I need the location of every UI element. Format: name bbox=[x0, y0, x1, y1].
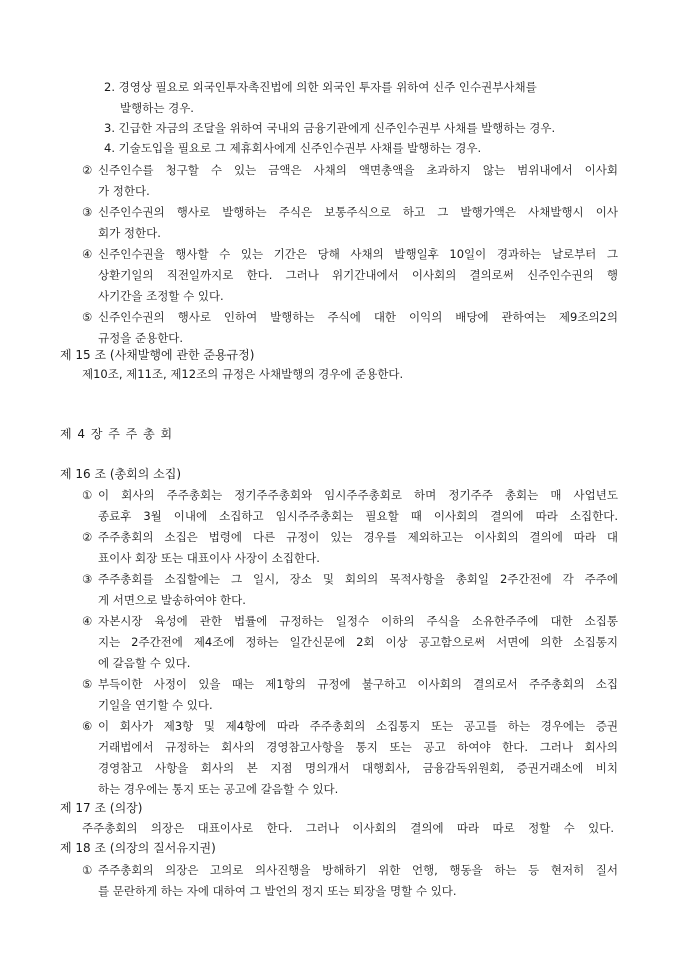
text-line: 게 서면으로 발송하여야 한다. bbox=[98, 593, 246, 607]
text-line: 2. 경영상 필요로 외국인투자촉진법에 의한 외국인 투자를 위하여 신주 인수권부사채를 bbox=[104, 80, 537, 94]
text-line: 경영참고 사항을 회사의 본 지점 명의개서 대행회사, 금융감독위원회, 증권거래소에 비치 bbox=[98, 761, 618, 775]
text-line: 주주총회의 의장은 대표이사로 한다. 그러나 이사회의 결의에 따라 따로 정할 수 있다. bbox=[82, 821, 614, 835]
text-line: 신주인수권의 행사로 인하여 발행하는 주식에 대한 이익의 배당에 관하여는 제9조의2의 bbox=[98, 310, 618, 324]
clause-marker: ① bbox=[82, 488, 93, 502]
text-line: 부득이한 사정이 있을 때는 제1항의 규정에 불구하고 이사회의 결의로서 주주총회의 소집 bbox=[98, 677, 618, 691]
text-line: 지는 2주간전에 제4조에 정하는 일간신문에 2회 이상 공고함으로써 서면에 의한 소집통지 bbox=[98, 635, 618, 649]
text-line: 상환기일의 직전일까지로 한다. 그러나 위기간내에서 이사회의 결의로써 신주인수권의 행 bbox=[98, 268, 618, 282]
clause-marker: ③ bbox=[82, 572, 93, 586]
clause-marker: ④ bbox=[82, 614, 93, 628]
clause-marker: ⑤ bbox=[82, 310, 93, 324]
text-line: 규정을 준용한다. bbox=[98, 331, 184, 345]
text-line: 거래법에서 규정하는 회사의 경영참고사항을 통지 또는 공고 하여야 한다. 그러나 회사의 bbox=[98, 740, 618, 754]
article-heading: 제 16 조 (총회의 소집) bbox=[60, 467, 182, 481]
text-line: 4. 기술도입을 필요로 그 제휴회사에게 신주인수권부 사채를 발행하는 경우. bbox=[104, 141, 482, 155]
text-line: 제10조, 제11조, 제12조의 규정은 사채발행의 경우에 준용한다. bbox=[82, 367, 404, 381]
clause-marker: ④ bbox=[82, 247, 93, 261]
chapter-heading: 제 4 장 주 주 총 회 bbox=[60, 427, 174, 441]
text-line: 표이사 회장 또는 대표이사 사장이 소집한다. bbox=[98, 551, 320, 565]
text-line: 기일을 연기할 수 있다. bbox=[98, 698, 213, 712]
text-line: 회가 정한다. bbox=[98, 226, 161, 240]
text-line: 를 문란하게 하는 자에 대하여 그 발언의 정지 또는 퇴장을 명할 수 있다. bbox=[98, 884, 457, 898]
text-line: 발행하는 경우. bbox=[120, 101, 194, 115]
text-line: 3. 긴급한 자금의 조달을 위하여 국내외 금융기관에게 신주인수권부 사채를 발행하는 경우. bbox=[104, 121, 556, 135]
text-line: 가 정한다. bbox=[98, 184, 150, 198]
text-line: 자본시장 육성에 관한 법률에 규정하는 일정수 이하의 주식을 소유한주주에 대한 소집통 bbox=[98, 614, 618, 628]
clause-marker: ② bbox=[82, 163, 93, 177]
clause-marker: ① bbox=[82, 863, 93, 877]
text-line: 주주총회를 소집할에는 그 일시, 장소 및 회의의 목적사항을 총회일 2주간전에 각 주주에 bbox=[98, 572, 618, 586]
text-line: 신주인수를 청구할 수 있는 금액은 사채의 액면총액을 초과하지 않는 범위내에서 이사회 bbox=[98, 163, 618, 177]
text-line: 주주총회의 소집은 법령에 다른 규정이 있는 경우를 제외하고는 이사회의 결의에 따라 대 bbox=[98, 530, 618, 544]
text-line: 하는 경우에는 통지 또는 공고에 갈음할 수 있다. bbox=[98, 782, 339, 796]
text-line: 신주인수권을 행사할 수 있는 기간은 당해 사채의 발행일후 10일이 경과하는 날로부터 그 bbox=[98, 247, 618, 261]
text-line: 종료후 3월 이내에 소집하고 임시주주총회는 필요할 때 이사회의 결의에 따라 소집한다. bbox=[98, 509, 618, 523]
article-heading: 제 15 조 (사채발행에 관한 준용규정) bbox=[60, 348, 255, 362]
clause-marker: ⑥ bbox=[82, 719, 93, 733]
text-line: 이 회사가 제3항 및 제4항에 따라 주주총회의 소집통지 또는 공고를 하는 경우에는 증권 bbox=[98, 719, 618, 733]
clause-marker: ③ bbox=[82, 205, 93, 219]
text-line: 사기간을 조정할 수 있다. bbox=[98, 289, 224, 303]
article-heading: 제 17 조 (의장) bbox=[60, 801, 143, 815]
clause-marker: ② bbox=[82, 530, 93, 544]
text-line: 신주인수권의 행사로 발행하는 주식은 보통주식으로 하고 그 발행가액은 사채발행시 이사 bbox=[98, 205, 618, 219]
text-line: 에 갈음할 수 있다. bbox=[98, 656, 191, 670]
article-heading: 제 18 조 (의장의 질서유지권) bbox=[60, 841, 216, 855]
text-line: 이 회사의 주주총회는 정기주주총회와 임시주주총회로 하며 정기주주 총회는 매 사업년도 bbox=[98, 488, 618, 502]
clause-marker: ⑤ bbox=[82, 677, 93, 691]
text-line: 주주총회의 의장은 고의로 의사진행을 방해하기 위한 언행, 행동을 하는 등 현저히 질서 bbox=[98, 863, 618, 877]
